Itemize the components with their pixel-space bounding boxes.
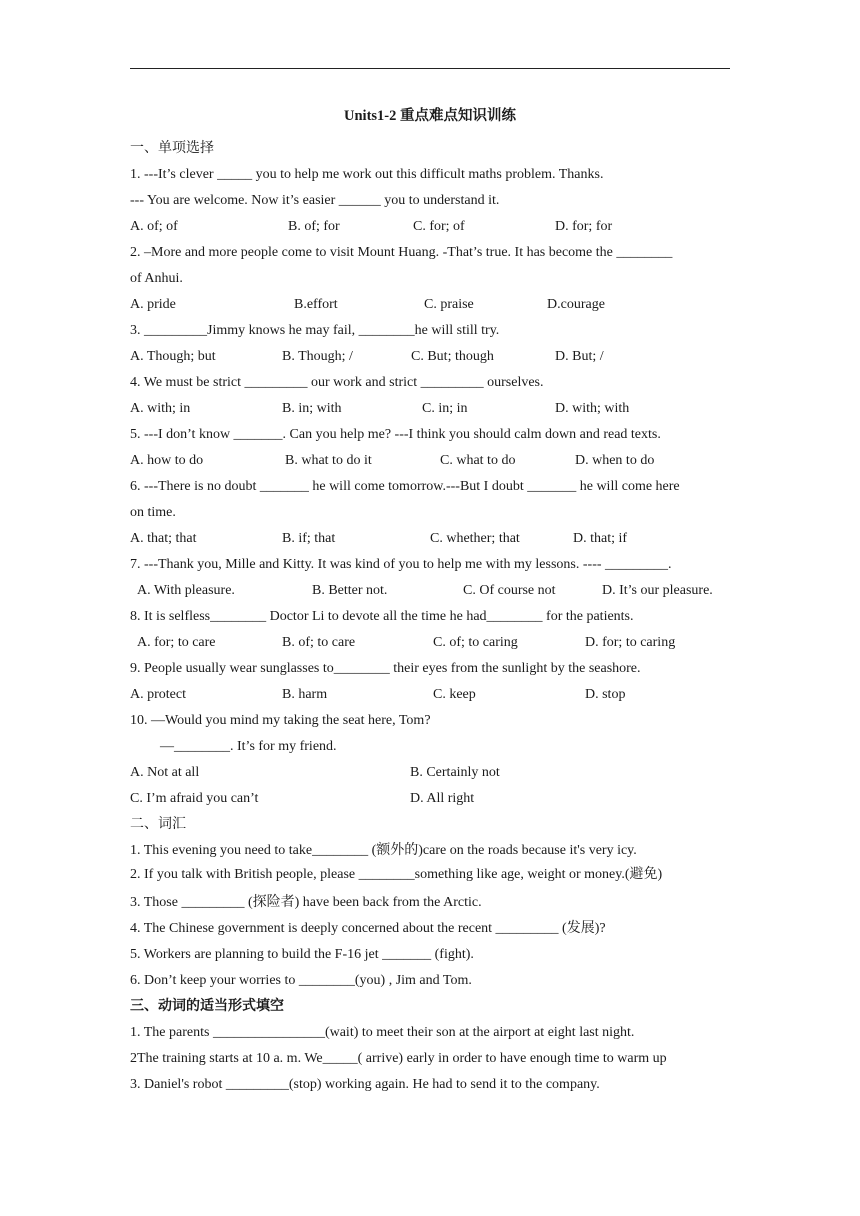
- question-10-line1: 10. —Would you mind my taking the seat here, Tom?: [130, 713, 431, 728]
- q8-option-a: A. for; to care: [137, 635, 216, 650]
- q5-option-b: B. what to do it: [285, 453, 372, 468]
- q6-option-b: B. if; that: [282, 531, 336, 546]
- q9-option-a: A. protect: [130, 687, 186, 702]
- q10-option-c: C. I’m afraid you can’t: [130, 791, 259, 806]
- header-rule: [130, 68, 730, 69]
- q4-option-c: C. in; in: [422, 401, 468, 416]
- q5-option-c: C. what to do: [440, 453, 516, 468]
- vocab-item-4: 4. The Chinese government is deeply concerned about the recent _________ (发展)?: [130, 921, 606, 936]
- q7-option-c: C. Of course not: [463, 583, 556, 598]
- q7-option-a: A. With pleasure.: [137, 583, 235, 598]
- section-heading-choice: 一、单项选择: [130, 141, 214, 156]
- q10-option-b: B. Certainly not: [410, 765, 500, 780]
- section-heading-verb-forms: 三、动词的适当形式填空: [130, 999, 284, 1014]
- vocab-item-3: 3. Those _________ (探险者) have been back from the Arctic.: [130, 895, 482, 910]
- q3-option-c: C. But; though: [411, 349, 494, 364]
- q1-option-d: D. for; for: [555, 219, 613, 234]
- section-heading-vocabulary: 二、词汇: [130, 817, 186, 832]
- vocab-item-2: 2. If you talk with British people, please ________something like age, weight or money.(避免): [130, 867, 663, 882]
- q6-option-a: A. that; that: [130, 531, 197, 546]
- q3-option-a: A. Though; but: [130, 349, 216, 364]
- q5-option-d: D. when to do: [575, 453, 655, 468]
- q9-option-c: C. keep: [433, 687, 476, 702]
- q3-option-b: B. Though; /: [282, 349, 353, 364]
- q6-option-d: D. that; if: [573, 531, 628, 546]
- q1-option-a: A. of; of: [130, 219, 178, 234]
- vocab-item-1: 1. This evening you need to take________ (额外的)care on the roads because it's very icy.: [130, 843, 637, 858]
- q2-option-b: B.effort: [294, 297, 338, 312]
- q9-option-d: D. stop: [585, 687, 626, 702]
- q2-option-a: A. pride: [130, 297, 176, 312]
- q8-option-b: B. of; to care: [282, 635, 356, 650]
- verb-item-2: 2The training starts at 10 a. m. We_____( arrive) early in order to have enough time to warm up: [130, 1051, 667, 1066]
- question-10-line2: —________. It’s for my friend.: [160, 739, 337, 754]
- q1-option-c: C. for; of: [413, 219, 465, 234]
- q8-option-d: D. for; to caring: [585, 635, 676, 650]
- q5-option-a: A. how to do: [130, 453, 204, 468]
- question-9-line1: 9. People usually wear sunglasses to________ their eyes from the sunlight by the seashore.: [130, 661, 641, 676]
- question-4-line1: 4. We must be strict _________ our work and strict _________ ourselves.: [130, 375, 544, 390]
- question-6-line2: on time.: [130, 505, 176, 520]
- vocab-item-6: 6. Don’t keep your worries to ________(you) , Jim and Tom.: [130, 973, 472, 988]
- vocab-item-5: 5. Workers are planning to build the F-16 jet _______ (fight).: [130, 947, 474, 962]
- q9-option-b: B. harm: [282, 687, 328, 702]
- q6-option-c: C. whether; that: [430, 531, 520, 546]
- q2-option-c: C. praise: [424, 297, 474, 312]
- q10-option-d: D. All right: [410, 791, 475, 806]
- q7-option-b: B. Better not.: [312, 583, 388, 598]
- question-1-line2: --- You are welcome. Now it’s easier ______ you to understand it.: [130, 193, 500, 208]
- question-5-line1: 5. ---I don’t know _______. Can you help me? ---I think you should calm down and read texts.: [130, 427, 661, 442]
- verb-item-1: 1. The parents ________________(wait) to meet their son at the airport at eight last night.: [130, 1025, 635, 1040]
- q4-option-a: A. with; in: [130, 401, 191, 416]
- q10-option-a: A. Not at all: [130, 765, 200, 780]
- verb-item-3: 3. Daniel's robot _________(stop) working again. He had to send it to the company.: [130, 1077, 600, 1092]
- question-8-line1: 8. It is selfless________ Doctor Li to devote all the time he had________ for the patients.: [130, 609, 634, 624]
- question-7-line1: 7. ---Thank you, Mille and Kitty. It was kind of you to help me with my lessons. ---- _________.: [130, 557, 672, 572]
- q4-option-b: B. in; with: [282, 401, 342, 416]
- question-2-line2: of Anhui.: [130, 271, 183, 286]
- question-2-line1: 2. –More and more people come to visit Mount Huang. -That’s true. It has become the ________: [130, 245, 673, 260]
- question-3-line1: 3. _________Jimmy knows he may fail, ________he will still try.: [130, 323, 500, 338]
- q1-option-b: B. of; for: [288, 219, 340, 234]
- question-1-line1: 1. ---It’s clever _____ you to help me work out this difficult maths problem. Thanks.: [130, 167, 604, 182]
- q2-option-d: D.courage: [547, 297, 605, 312]
- page-title: Units1-2 重点难点知识训练: [344, 108, 516, 124]
- question-6-line1: 6. ---There is no doubt _______ he will come tomorrow.---But I doubt _______ he will come here: [130, 479, 680, 494]
- q8-option-c: C. of; to caring: [433, 635, 518, 650]
- q4-option-d: D. with; with: [555, 401, 630, 416]
- q7-option-d: D. It’s our pleasure.: [602, 583, 713, 598]
- q3-option-d: D. But; /: [555, 349, 604, 364]
